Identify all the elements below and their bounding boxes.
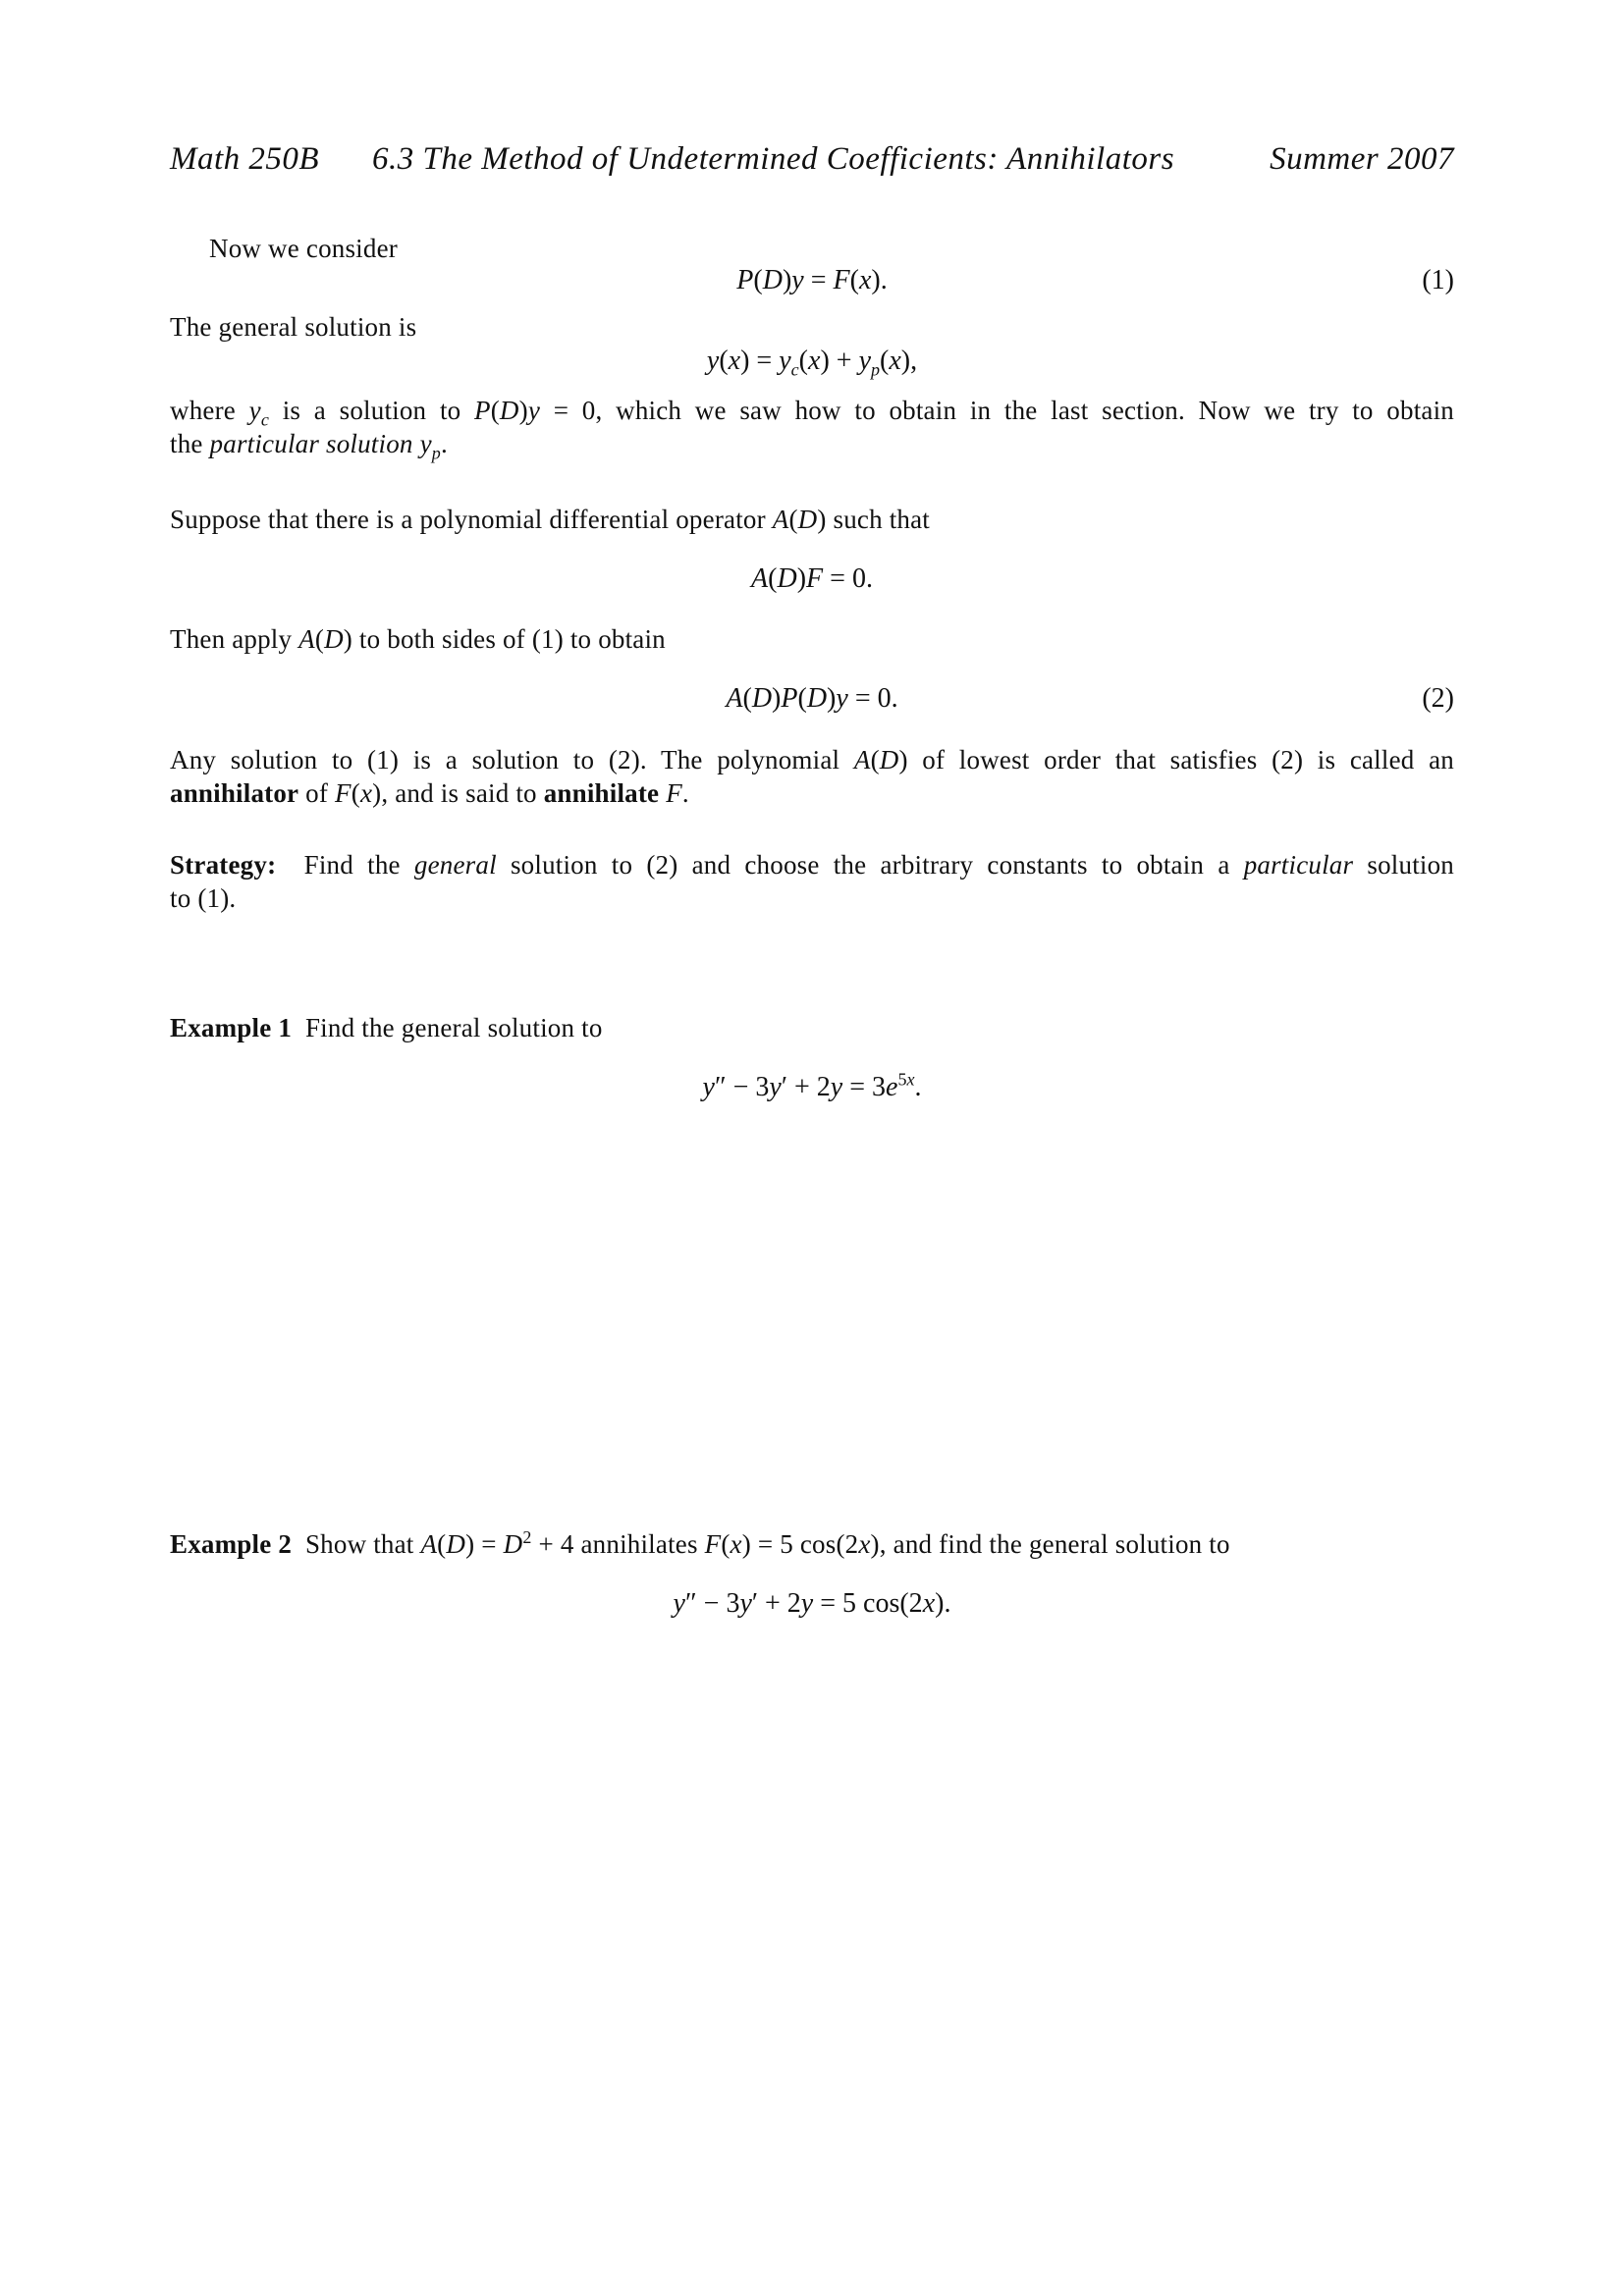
example-2-equation: y″ − 3y′ + 2y = 5 cos(2x). <box>673 1588 951 1619</box>
header-term: Summer 2007 <box>1270 141 1454 177</box>
paragraph-3: Then apply A(D) to both sides of (1) to obtain <box>170 624 666 654</box>
example-1-equation: $y'' - 3y' + 2y = 3e^{5x}$. <box>702 1069 922 1102</box>
example-2-label: Example 2 <box>170 1529 293 1559</box>
paragraph-1-line-1: where $y_c$ is a solution to P(D)y = 0, which we saw how to obtain in the last section. Now we try to obtain <box>170 396 1454 430</box>
general-solution-intro: The general solution is <box>170 312 417 342</box>
paragraph-1-line-2: the particular solution $y_p$. <box>170 429 448 463</box>
intro-text: Now we consider <box>209 234 398 263</box>
header-section-title: 6.3 The Method of Undetermined Coefficients: Annihilators <box>372 141 1175 177</box>
example-1-statement <box>170 1011 1454 1044</box>
strategy-line-1: Strategy: Find the general solution to (2) and choose the arbitrary constants to obtain a particular solution <box>170 850 1454 880</box>
strategy-label: Strategy: <box>170 850 277 880</box>
equation-2-number: (2) <box>1422 683 1454 714</box>
header-course: Math 250B <box>170 141 320 177</box>
example-1-text: Find the general solution to <box>304 1013 603 1042</box>
strategy-line-2: to (1). <box>170 883 237 913</box>
equation-general-solution: $y(x) = y_c(x) + y_p(x)$, <box>706 346 918 380</box>
example-2-statement: Example 2 Show that $A(D) = D^2 + 4$ annihilates F(x) = 5 cos(2x), and find the general solution to <box>170 1527 1230 1559</box>
equation-1-number: (1) <box>1422 265 1454 295</box>
equation-annihilator: A(D)F = 0. <box>751 563 873 594</box>
equation-2: A(D)P(D)y = 0. <box>726 683 898 714</box>
paragraph-2: Suppose that there is a polynomial differential operator A(D) such that <box>170 505 931 534</box>
paragraph-4-line-2: annihilator of F(x), and is said to annihilate F. <box>170 778 689 808</box>
example-1-label: Example 1 <box>170 1013 293 1042</box>
paragraph-4-line-1: Any solution to (1) is a solution to (2). The polynomial A(D) of lowest order that satisfies (2) is called an <box>170 745 1454 774</box>
page-header <box>170 139 1454 179</box>
equation-1: P(D)y = F(x). <box>736 265 888 295</box>
